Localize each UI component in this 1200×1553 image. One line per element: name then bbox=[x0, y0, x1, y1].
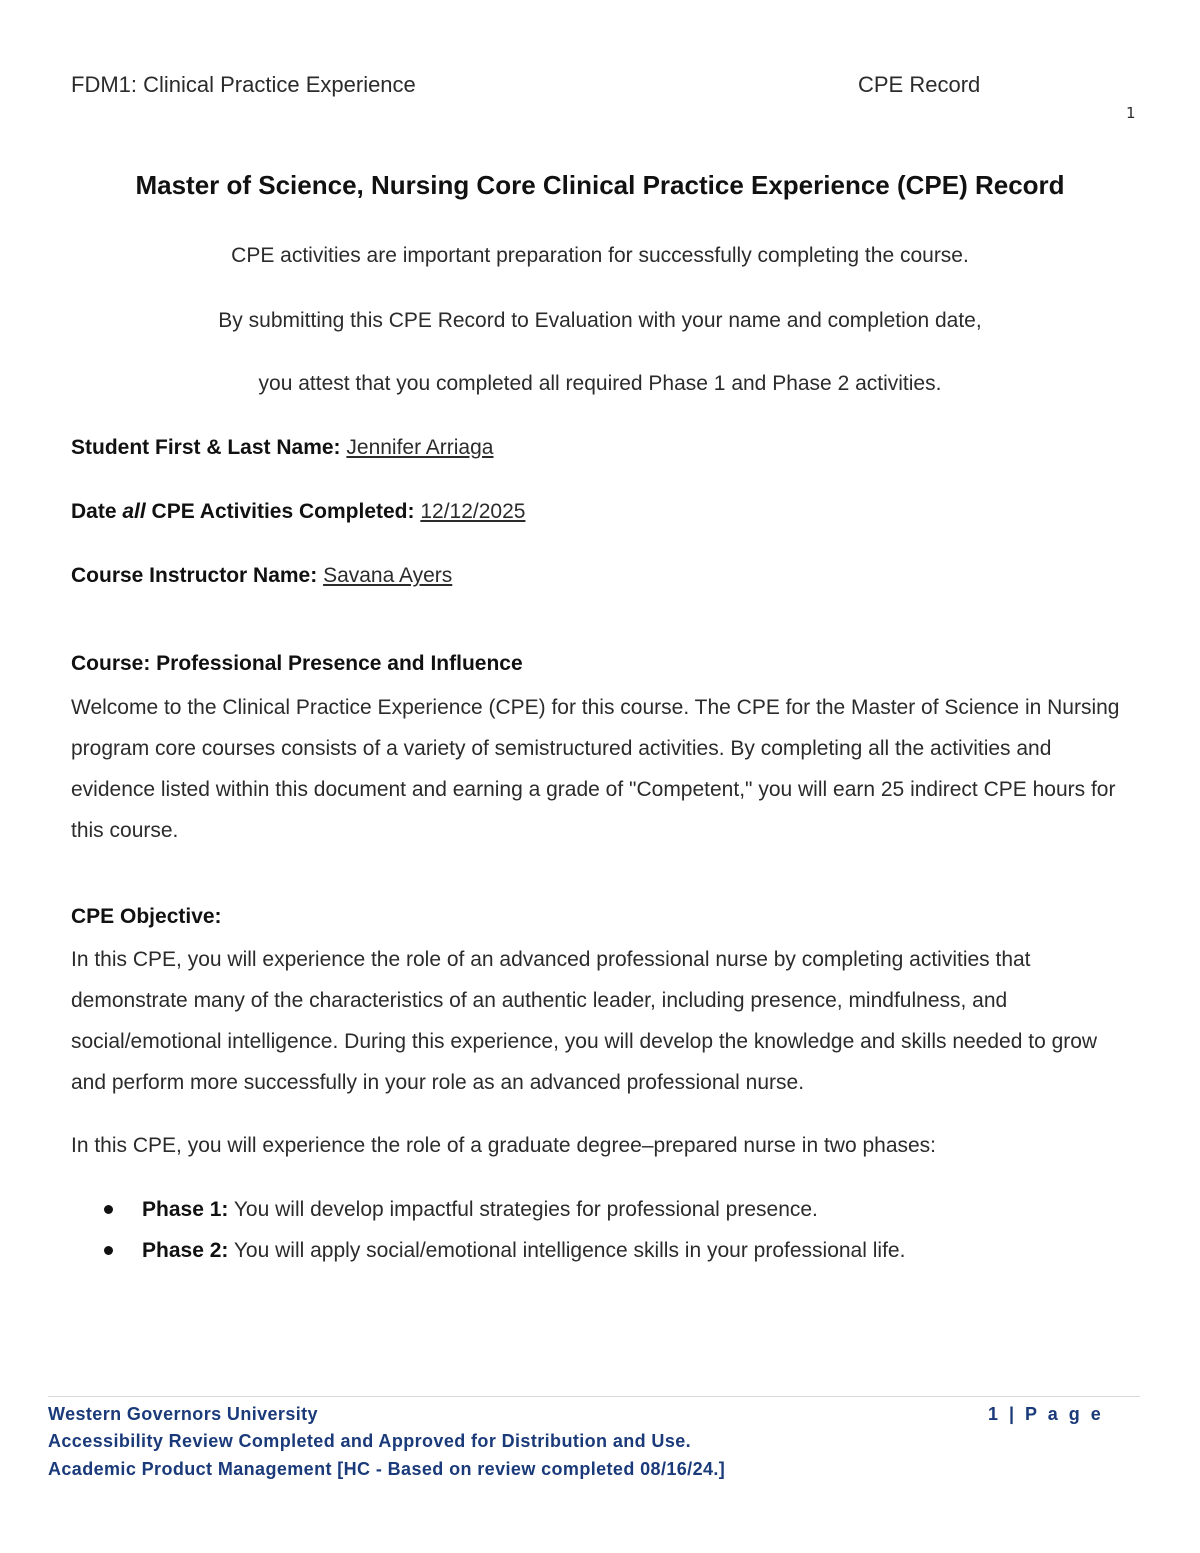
objective-heading: CPE Objective: bbox=[71, 905, 222, 928]
course-heading: Course: Professional Presence and Influence bbox=[71, 652, 523, 675]
phase-text: You will apply social/emotional intelligence skills in your professional life. bbox=[228, 1239, 906, 1262]
objective-description: In this CPE, you will experience the role of an advanced professional nurse by completing activities that demonstrate many of the characteristics of an authentic leader, including presence, mindfulness, and social/emotional intelligence. During this experience, you will develop the knowledge and skills needed to grow and perform more successfully in your role as an advanced professional nurse. bbox=[71, 948, 1098, 1094]
completion-date-value[interactable]: 12/12/2025 bbox=[420, 500, 526, 523]
footer-divider bbox=[48, 1396, 1140, 1397]
intro-line-3: you attest that you completed all required Phase 1 and Phase 2 activities. bbox=[258, 372, 942, 395]
header-page-number: 1 bbox=[1126, 104, 1136, 122]
student-name-field bbox=[71, 436, 493, 460]
footer-page-label: 1 | P a g e bbox=[988, 1404, 1104, 1424]
bullet-icon bbox=[104, 1205, 113, 1214]
student-name-label: Student First & Last Name: bbox=[71, 436, 341, 459]
completion-date-field bbox=[71, 500, 525, 524]
instructor-name-value[interactable]: Savana Ayers bbox=[323, 564, 453, 587]
footer-review-note: Academic Product Management [HC - Based on review completed 08/16/24.] bbox=[48, 1459, 726, 1479]
header-record-label: CPE Record bbox=[858, 72, 981, 97]
list-item bbox=[100, 1189, 905, 1230]
instructor-name-field bbox=[71, 564, 452, 588]
student-name-value[interactable]: Jennifer Arriaga bbox=[346, 436, 494, 459]
phase-label: Phase 1: bbox=[142, 1198, 229, 1221]
list-item bbox=[100, 1230, 905, 1271]
phases-intro: In this CPE, you will experience the role of a graduate degree–prepared nurse in two phases: bbox=[71, 1134, 937, 1157]
instructor-name-label: Course Instructor Name: bbox=[71, 564, 318, 587]
footer-accessibility-note: Accessibility Review Completed and Approved for Distribution and Use. bbox=[48, 1431, 692, 1451]
footer-university: Western Governors University bbox=[48, 1404, 318, 1424]
header-document-title: FDM1: Clinical Practice Experience bbox=[71, 72, 416, 97]
completion-date-label: Date all CPE Activities Completed: bbox=[71, 500, 415, 523]
phase-label: Phase 2: bbox=[142, 1239, 229, 1262]
course-description: Welcome to the Clinical Practice Experience (CPE) for this course. The CPE for the Master of Science in Nursing program core courses consists of a variety of semistructured activities. By completing all the activities and evidence listed within this document and earning a grade of "Competent," you will earn 25 indirect CPE hours for this course. bbox=[71, 696, 1120, 842]
intro-line-1: CPE activities are important preparation for successfully completing the course. bbox=[231, 244, 969, 267]
phase-list bbox=[100, 1189, 905, 1271]
bullet-icon bbox=[104, 1246, 113, 1255]
page-title: Master of Science, Nursing Core Clinical Practice Experience (CPE) Record bbox=[135, 170, 1065, 200]
intro-line-2: By submitting this CPE Record to Evaluation with your name and completion date, bbox=[218, 309, 982, 332]
phase-text: You will develop impactful strategies for professional presence. bbox=[228, 1198, 818, 1221]
